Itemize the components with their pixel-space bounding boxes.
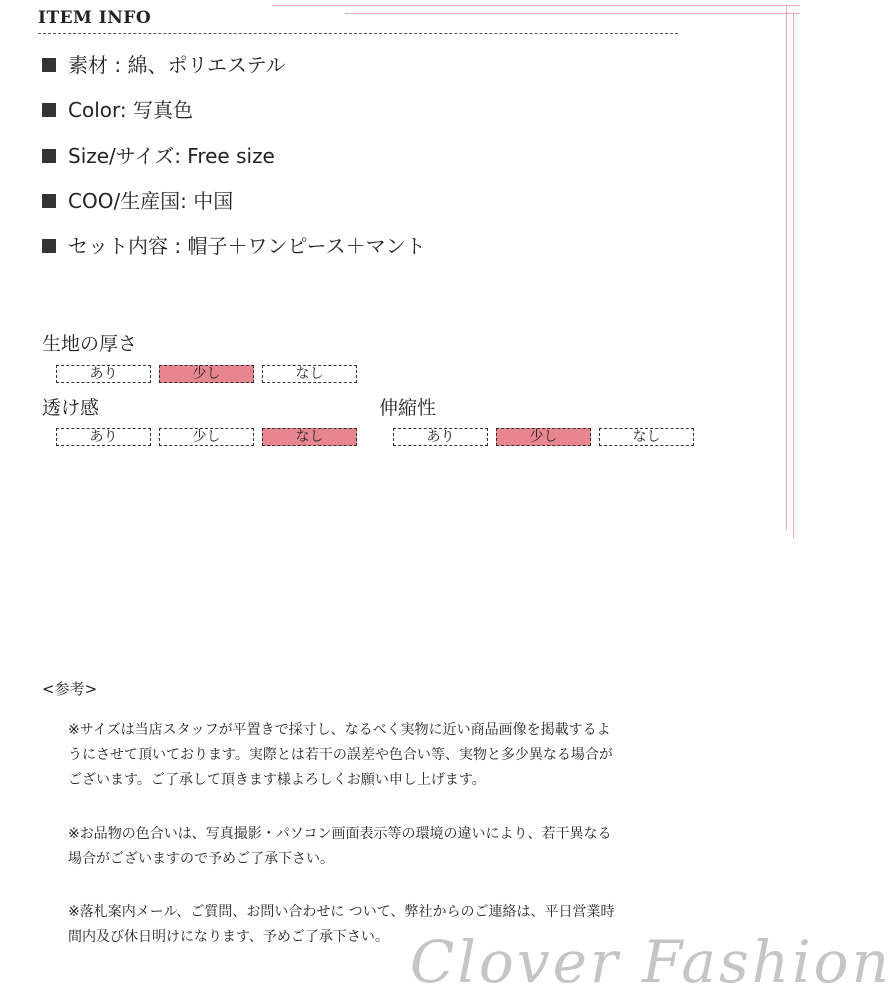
note-line: ※サイズは当店スタッフが平置きで採寸し、なるべく実物に近い商品画像を掲載するよ (68, 722, 611, 738)
frame-line-right-inner (793, 13, 794, 538)
note-size (68, 718, 698, 793)
frame-line-top (272, 5, 800, 6)
stretch-option: あり (393, 428, 488, 446)
transparency-option: 少し (159, 428, 254, 446)
stretch-option: なし (599, 428, 694, 446)
spec-item-set-contents (42, 231, 426, 261)
note-line: ※お品物の色合いは、写真撮影・パソコン画面表示等の環境の違いにより、若干異なる (68, 826, 612, 842)
spec-text: 素材 : 綿、ポリエステル (68, 53, 286, 77)
thickness-option: 少し (159, 365, 254, 383)
transparency-label: 透け感 (42, 397, 100, 419)
note-line: 間内及び休日明けになります、予めご了承下さい。 (68, 929, 389, 945)
spec-text: Size/サイズ: Free size (68, 144, 275, 168)
spec-item-color (42, 95, 193, 125)
transparency-option: あり (56, 428, 151, 446)
note-line: ございます。ご了承して頂きます様よろしくお願い申し上げます。 (68, 772, 486, 788)
note-line: うにさせて頂いております。実際とは若干の誤差や色合い等、実物と多少異なる場合が (68, 747, 613, 763)
thickness-option: なし (262, 365, 357, 383)
square-bullet-icon (42, 58, 56, 72)
reference-heading: <参考> (42, 680, 98, 698)
thickness-option: あり (56, 365, 151, 383)
spec-text: セット内容 : 帽子＋ワンピース＋マント (68, 234, 426, 258)
stretch-label: 伸縮性 (379, 397, 437, 419)
spec-text: Color: 写真色 (68, 98, 193, 122)
note-color (68, 822, 698, 872)
square-bullet-icon (42, 103, 56, 117)
transparency-scale (56, 428, 357, 446)
frame-line-right (786, 5, 787, 530)
brand-logo: Clover Fashion (410, 928, 892, 996)
note-line: 場合がございますので予めご了承下さい。 (68, 851, 334, 867)
square-bullet-icon (42, 194, 56, 208)
square-bullet-icon (42, 149, 56, 163)
square-bullet-icon (42, 239, 56, 253)
stretch-option: 少し (496, 428, 591, 446)
section-title: ITEM INFO (38, 8, 152, 28)
spec-item-size (42, 141, 275, 171)
spec-item-material (42, 50, 286, 80)
thickness-label: 生地の厚さ (42, 333, 138, 355)
stretch-scale (393, 428, 694, 446)
note-line: ※落札案内メール、ご質問、お問い合わせに ついて、弊社からのご連絡は、平日営業時 (68, 904, 615, 920)
transparency-option: なし (262, 428, 357, 446)
title-divider (38, 33, 678, 34)
thickness-scale (56, 365, 357, 383)
spec-text: COO/生産国: 中国 (68, 189, 234, 213)
frame-line-top-inner (345, 13, 800, 14)
spec-item-origin (42, 186, 233, 216)
